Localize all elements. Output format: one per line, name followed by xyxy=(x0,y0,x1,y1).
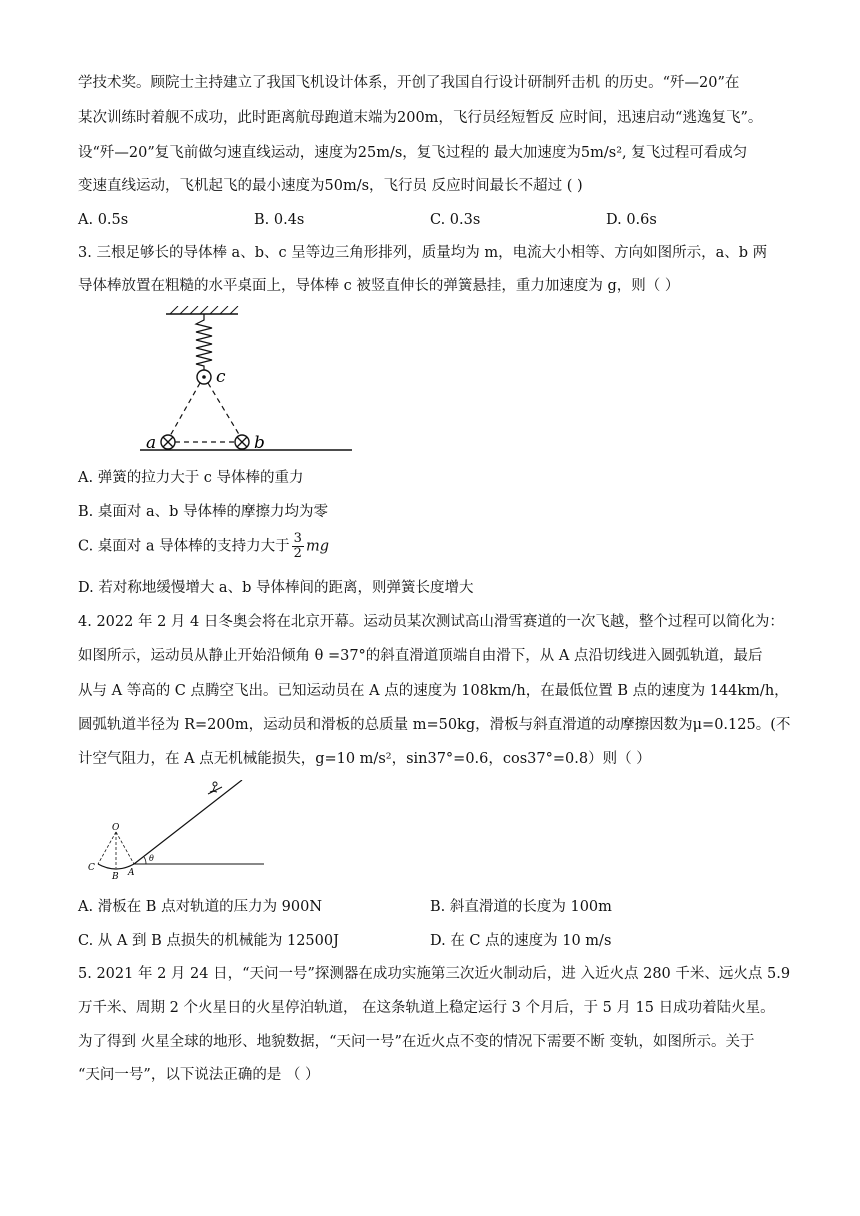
label-c: c xyxy=(216,367,226,387)
q3-option-a: A. 弹簧的拉力大于 c 导体棒的重力 xyxy=(78,470,304,486)
q3-option-d: D. 若对称地缓慢增大 a、b 导体棒间的距离，则弹簧长度增大 xyxy=(78,580,474,596)
q2-line-1: 学技术奖。顾院士主持建立了我国飞机设计体系，开创了我国自行设计研制歼击机 的历史。“歼—20”在 xyxy=(78,75,740,91)
q3-option-c-unit: mg xyxy=(305,538,329,555)
q5-line-2: 万千米、周期 2 个火星日的火星停泊轨道， 在这条轨道上稳定运行 3 个月后，于 5 月 15 日成功着陆火星。 xyxy=(78,1000,775,1016)
label-theta: θ xyxy=(149,854,154,863)
q5-line-1: 5. 2021 年 2 月 24 日，“天问一号”探测器在成功实施第三次近火制动后，进 入近火点 280 千米、远火点 5.9 xyxy=(78,966,791,982)
fraction-three-halves: $\frac{3}{2}$ xyxy=(293,531,302,561)
q2-line-3: 设“歼—20”复飞前做匀速直线运动，速度为25m/s，复飞过程的 最大加速度为5m/s², 复飞过程可看成匀 xyxy=(78,145,748,161)
q2-option-a: A. 0.5s xyxy=(78,212,129,228)
skier-icon xyxy=(208,782,222,794)
q3-option-b: B. 桌面对 a、b 导体棒的摩擦力均为零 xyxy=(78,504,329,520)
q4-option-b: B. 斜直滑道的长度为 100m xyxy=(430,899,612,915)
q4-option-c: C. 从 A 到 B 点损失的机械能为 12500J xyxy=(78,933,339,949)
q3-option-c-row xyxy=(78,532,329,561)
q4-line-5: 计空气阻力，在 A 点无机械能损失，g=10 m/s²，sin37°=0.6，cos37°=0.8）则（ ） xyxy=(78,751,651,767)
q2-option-c: C. 0.3s xyxy=(430,212,481,228)
q5-line-3: 为了得到 火星全球的地形、地貌数据，“天问一号”在近火点不变的情况下需要不断 变轨，如图所示。关于 xyxy=(78,1034,755,1050)
q4-figure xyxy=(82,780,272,880)
q3-line-1: 3. 三根足够长的导体棒 a、b、c 呈等边三角形排列，质量均为 m，电流大小相等、方向如图所示，a、b 两 xyxy=(78,245,768,261)
label-o: O xyxy=(112,823,120,833)
label-b-point: B xyxy=(112,872,119,880)
q4-line-1: 4. 2022 年 2 月 4 日冬奥会将在北京开幕。运动员某次测试高山滑雪赛道的一次飞越，整个过程可以简化为： xyxy=(78,614,784,630)
label-b: b xyxy=(254,433,265,453)
q2-line-4: 变速直线运动，飞机起飞的最小速度为50m/s，飞行员 反应时间最长不超过 ( ) xyxy=(78,178,583,194)
q5-line-4: “天问一号”，以下说法正确的是 （ ） xyxy=(78,1067,320,1083)
q2-option-b: B. 0.4s xyxy=(254,212,305,228)
label-a: a xyxy=(146,433,157,453)
q4-option-a: A. 滑板在 B 点对轨道的压力为 900N xyxy=(78,899,323,915)
spring xyxy=(196,314,212,370)
q3-line-2: 导体棒放置在粗糙的水平桌面上，导体棒 c 被竖直伸长的弹簧悬挂，重力加速度为 g，则（ ） xyxy=(78,278,680,294)
q3-option-c: C. 桌面对 a 导体棒的支持力大于 xyxy=(78,538,290,555)
q4-line-3: 从与 A 等高的 C 点腾空飞出。已知运动员在 A 点的速度为 108km/h，在最低位置 B 点的速度为 144km/h， xyxy=(78,683,789,699)
q4-line-2: 如图所示，运动员从静止开始沿倾角 θ =37°的斜直滑道顶端自由滑下，从 A 点沿切线进入圆弧轨道，最后 xyxy=(78,648,763,664)
q4-line-4: 圆弧轨道半径为 R=200m，运动员和滑板的总质量 m=50kg，滑板与斜直滑道的动摩擦因数为μ=0.125。(不 xyxy=(78,717,791,733)
label-a-point: A xyxy=(128,868,135,878)
incline xyxy=(134,780,242,864)
q3-figure xyxy=(140,306,360,456)
q2-option-d: D. 0.6s xyxy=(606,212,657,228)
q2-line-2: 某次训练时着舰不成功，此时距离航母跑道末端为200m，飞行员经短暂反 应时间，迅速启动“逃逸复飞”。 xyxy=(78,110,763,126)
q4-option-d: D. 在 C 点的速度为 10 m/s xyxy=(430,933,612,949)
label-c-point: C xyxy=(88,863,95,873)
